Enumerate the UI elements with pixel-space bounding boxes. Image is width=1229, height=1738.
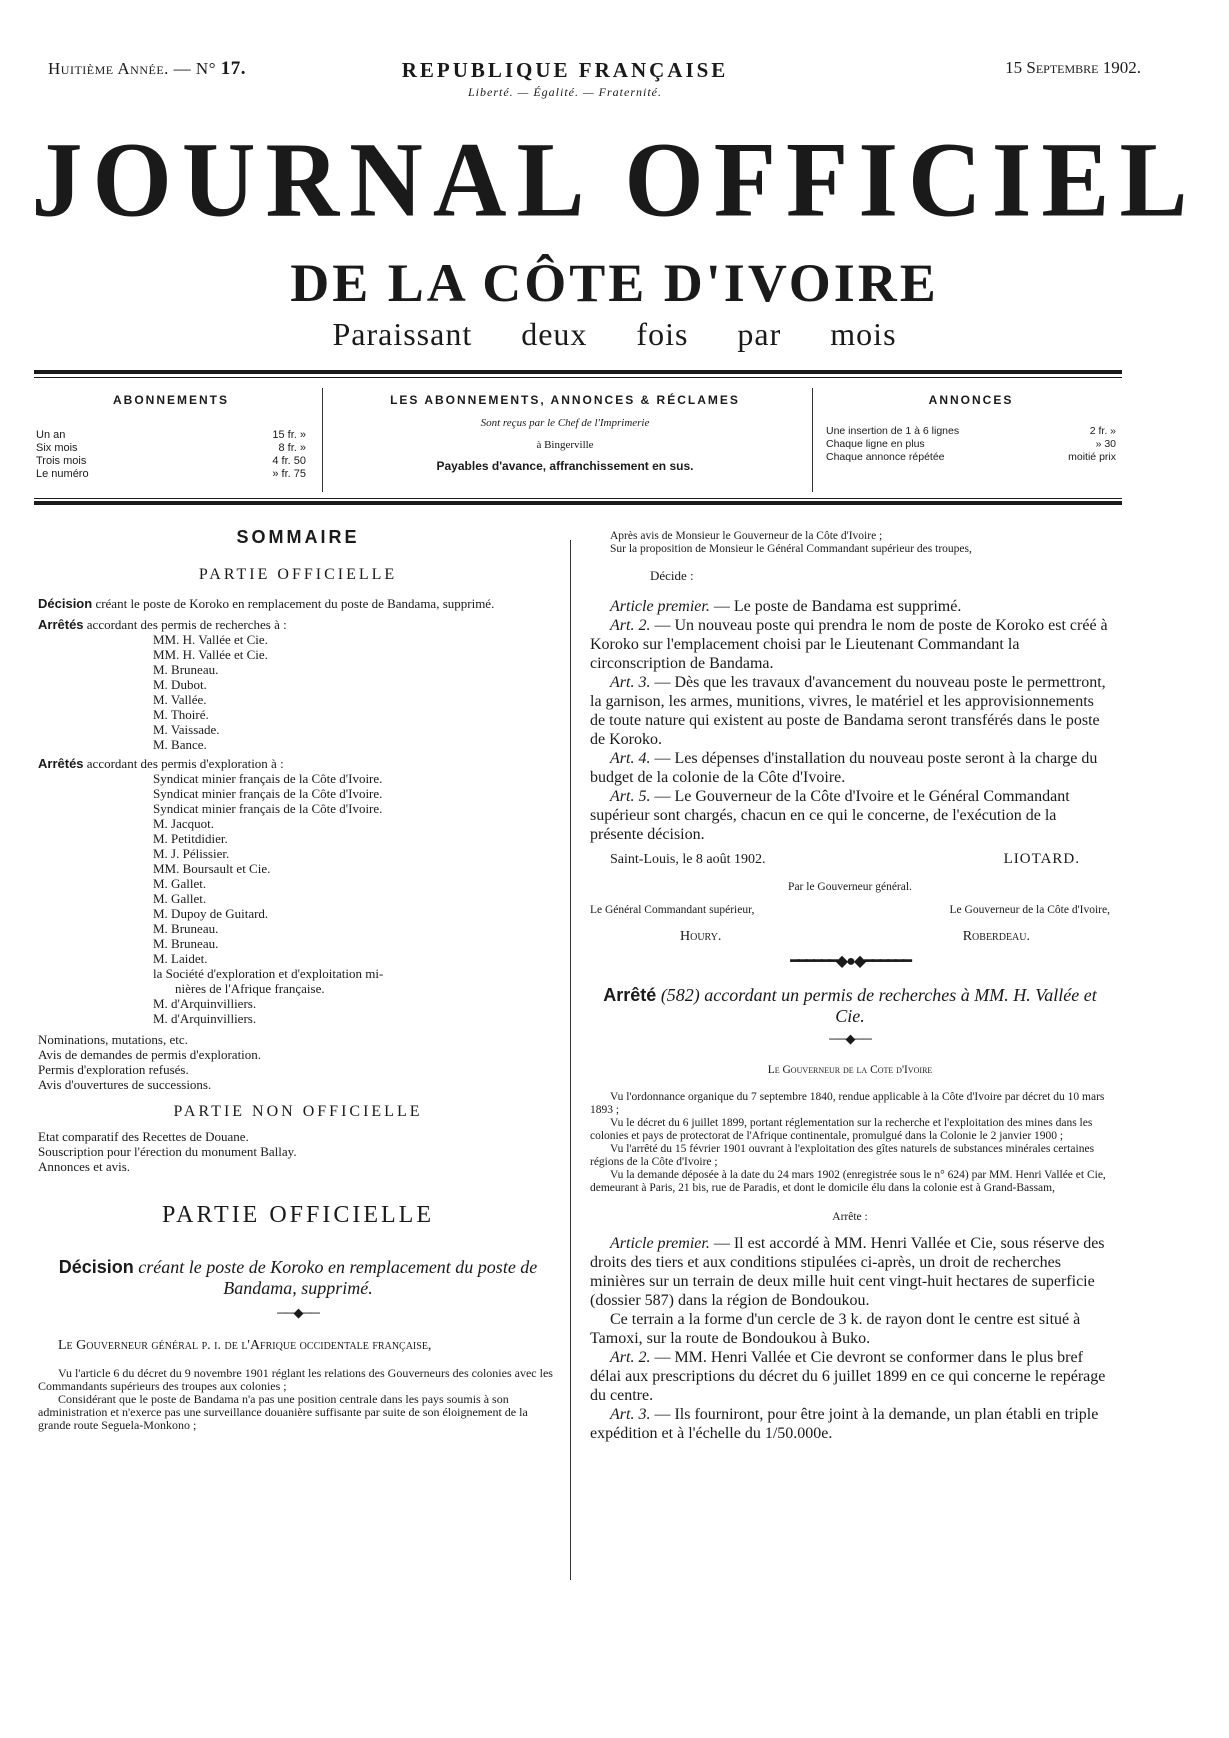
list-item: M. Petitdidier.: [153, 831, 228, 846]
list-item: la Société d'exploration et d'exploitation mi-: [153, 966, 384, 981]
list-item: M. Vallée.: [153, 692, 207, 707]
vu-ordonnance: Vu l'ordonnance organique du 7 septembre 1840, rendue applicable à la Côte d'Ivoire par décret du 10 mars 1893 ;: [590, 1091, 1105, 1116]
arrete-article-2: Art. 2. — MM. Henri Vallée et Cie devront se conformer dans le plus bref délai aux prescriptions du décret du 6 juillet 1899 en ce qui concerne le repérage du centre.: [590, 1349, 1106, 1404]
center-box-line1: Sont reçus par le Chef de l'Imprimerie: [480, 417, 650, 429]
vu-demande: Vu la demande déposée à la date du 24 mars 1902 (enregistrée sous le n° 624) par MM. Henri Vallée et Cie, demeurant à Paris, 21 bis, rue de Paradis, et dont le domicile élu dans la colonie est à Grand-Bassam,: [590, 1169, 1106, 1194]
masthead-subtitle: DE LA CÔTE D'IVOIRE: [290, 253, 939, 313]
ornament: ──◆──: [277, 1305, 319, 1320]
signer: LIOTARD.: [1003, 851, 1080, 867]
box-divider: [322, 388, 323, 492]
arrete-heading: Arrêté (582) accordant un permis de recherches à MM. H. Vallée et Cie.: [603, 985, 1097, 1026]
sub-row: Six mois 8 fr. »: [36, 442, 306, 454]
list-item: M. d'Arquinvilliers.: [153, 996, 257, 1011]
countersign-titles: [590, 904, 1110, 917]
list-item: M. Dubot.: [153, 677, 207, 692]
year-issue: Huitième Année. — N°: [48, 59, 217, 78]
box-divider: [812, 388, 813, 492]
list-item: M. d'Arquinvilliers.: [153, 1011, 257, 1026]
ads-heading: ANNONCES: [928, 393, 1014, 407]
sommaire-decision: Décision créant le poste de Koroko en remplacement du poste de Bandama, supprimé.: [38, 596, 495, 611]
vu-decret: Vu l'article 6 du décret du 9 novembre 1901 réglant les relations des Gouverneurs des colonies avec les Commandants supérieurs des troupes aux colonies ;: [38, 1366, 553, 1393]
subscriptions-box: [36, 385, 306, 495]
partie-officielle-title: PARTIE OFFICIELLE: [161, 1202, 434, 1228]
sub-row: Trois mois 4 fr. 50: [36, 455, 306, 467]
top-rule: [34, 370, 1122, 374]
arrete-article-1: Article premier. — Il est accordé à MM. Henri Vallée et Cie, sous réserve des droits des tiers et aux conditions stipulées ci-après, un droit de recherches minières sur un terrain de deux mille huit cent vingt-huit hectares de superficie (dossier 587) dans la région de Bondoukou.: [590, 1235, 1105, 1309]
motto: Liberté. — Égalité. — Fraternité.: [468, 85, 662, 99]
par-le-gouverneur: Par le Gouverneur général.: [788, 881, 912, 893]
article-2: Art. 2. — Un nouveau poste qui prendra le nom de poste de Koroko est créé à Koroko sur l'emplacement choisi par le Lieutenant Commandant la circonscription de Bandama.: [590, 617, 1108, 672]
list-item: M. Bruneau.: [153, 921, 219, 936]
ad-row: Chaque annonce répétée moitié prix: [826, 451, 1116, 463]
gov-line: Le Gouverneur général p. i. de l'Afrique occidentale française,: [58, 1338, 432, 1353]
gov-cote: Le Gouverneur de la Cote d'Ivoire: [767, 1064, 933, 1076]
sommaire-partie-non-officielle: PARTIE NON OFFICIELLE: [173, 1103, 423, 1120]
issue-info: [48, 58, 246, 80]
list-item: Annonces et avis.: [38, 1159, 131, 1174]
center-box-heading: LES ABONNEMENTS, ANNONCES & RÉCLAMES: [390, 393, 740, 407]
sommaire-arretes-recherches: Arrêtés accordant des permis de recherches à :: [38, 617, 287, 632]
list-item: M. Thoiré.: [153, 707, 209, 722]
sub-row: Le numéro » fr. 75: [36, 468, 306, 480]
center-box-line2: à Bingerville: [536, 439, 594, 451]
sommaire-others: [38, 1032, 558, 1092]
sommaire-non-off-list: [38, 1129, 558, 1174]
arrete-article-1b: Ce terrain a la forme d'un cercle de 3 k. de rayon dont le centre est situé à Tamoxi, sur la route de Bondoukou à Buko.: [590, 1311, 1081, 1347]
left-column: [38, 527, 558, 1432]
bottom-rule: [34, 501, 1122, 505]
issue-number: 17.: [220, 58, 247, 79]
arrete-article-3: Art. 3. — Ils fourniront, pour être joint à la demande, un plan établi en triple expédition et à l'échelle du 1/50.000e.: [590, 1406, 1099, 1442]
sommaire-exploration-list: [38, 771, 558, 1026]
column-divider: [570, 540, 571, 1580]
sommaire-title: SOMMAIRE: [236, 527, 360, 547]
list-item: M. Gallet.: [153, 891, 207, 906]
list-item: M. Laidet.: [153, 951, 208, 966]
center-box-line3: Payables d'avance, affranchissement en sus.: [436, 459, 694, 473]
list-item: Syndicat minier français de la Côte d'Ivoire.: [153, 771, 383, 786]
sommaire-arretes-exploration: Arrêtés accordant des permis d'exploration à :: [38, 756, 284, 771]
issue-date: 15 Septembre 1902.: [1005, 58, 1141, 77]
countersign-names: [590, 929, 1110, 944]
place-date: Saint-Louis, le 8 août 1902.: [610, 852, 766, 867]
list-item: Nominations, mutations, etc.: [38, 1032, 188, 1047]
masthead-frequency: Paraissant deux fois par mois: [332, 316, 897, 352]
list-item: M. Bruneau.: [153, 936, 219, 951]
sig-left: Houry.: [680, 929, 722, 944]
decide: Décide :: [650, 568, 694, 583]
sig-right-title: Le Gouverneur de la Côte d'Ivoire,: [949, 904, 1110, 916]
sommaire-partie-officielle: PARTIE OFFICIELLE: [198, 566, 398, 583]
avis-gouverneur: Après avis de Monsieur le Gouverneur de la Côte d'Ivoire ;: [610, 530, 883, 542]
list-item: Permis d'exploration refusés.: [38, 1062, 189, 1077]
center-box: [330, 385, 800, 495]
sig-right: Roberdeau.: [962, 929, 1030, 944]
sub-row: Un an 15 fr. »: [36, 429, 306, 441]
ads-box: [826, 385, 1116, 495]
sig-left-title: Le Général Commandant supérieur,: [590, 904, 755, 916]
list-item: Etat comparatif des Recettes de Douane.: [38, 1129, 249, 1144]
list-item: MM. Boursault et Cie.: [153, 861, 271, 876]
list-item: Syndicat minier français de la Côte d'Ivoire.: [153, 801, 383, 816]
article-1: Article premier. — Le poste de Bandama est supprimé.: [610, 598, 962, 615]
vu-arrete-1901: Vu l'arrêté du 15 février 1901 ouvrant à l'exploitation des gîtes naturels de substances minérales certaines régions de la Côte d'Ivoire ;: [590, 1143, 1095, 1168]
article-4: Art. 4. — Les dépenses d'installation du nouveau poste seront à la charge du budget de la colonie de la Côte d'Ivoire.: [590, 750, 1098, 786]
masthead-title: JOURNAL OFFICIEL: [31, 121, 1198, 240]
list-item: M. Gallet.: [153, 876, 207, 891]
right-column: [590, 530, 1110, 1443]
list-item: MM. H. Vallée et Cie.: [153, 647, 268, 662]
list-item: nières de l'Afrique française.: [175, 981, 325, 996]
top-rule-thin: [34, 377, 1122, 378]
list-item: M. Bance.: [153, 737, 207, 752]
list-item: M. Vaissade.: [153, 722, 220, 737]
article-5: Art. 5. — Le Gouverneur de la Côte d'Ivoire et le Général Commandant supérieur sont chargés, chacun en ce qui le concerne, de l'exécution de la présente décision.: [590, 788, 1070, 843]
ornament-divider: ━━━━━━◆●◆━━━━━━: [790, 953, 910, 970]
arrete-label: Arrête :: [832, 1211, 868, 1223]
sommaire-recherches-list: [38, 632, 558, 752]
list-item: M. Dupoy de Guitard.: [153, 906, 269, 921]
considerant: Considérant que le poste de Bandama n'a pas une position centrale dans les pays soumis à son administration et n'exerce pas une surveillance douanière suffisante par suite de son éloignement de la grande route Seguela-Monkono ;: [38, 1392, 528, 1432]
decision-heading: Décision créant le poste de Koroko en remplacement du poste de Bandama, supprimé.: [58, 1257, 538, 1298]
article-3: Art. 3. — Dès que les travaux d'avancement du nouveau poste le permettront, la garnison, les armes, munitions, vivres, le matériel et les approvisionnements de toute nature qui existent au poste de Bandama seront transférés dans le poste de Koroko.: [590, 674, 1106, 748]
proposition-general: Sur la proposition de Monsieur le Général Commandant supérieur des troupes,: [610, 543, 972, 555]
list-item: Souscription pour l'érection du monument Ballay.: [38, 1144, 297, 1159]
subscriptions-heading: ABONNEMENTS: [112, 393, 229, 407]
ad-row: Chaque ligne en plus » 30: [826, 438, 1116, 450]
list-item: M. Bruneau.: [153, 662, 219, 677]
list-item: M. J. Pélissier.: [153, 846, 230, 861]
vu-decret-1899: Vu le décret du 6 juillet 1899, portant réglementation sur la recherche et l'exploitation des mines dans les colonies et pays de protectorat de l'Afrique continentale, promulgué dans la Colonie le 2 janvier 1900 ;: [590, 1117, 1093, 1142]
signature-row: [590, 852, 1110, 867]
list-item: Syndicat minier français de la Côte d'Ivoire.: [153, 786, 383, 801]
republic-title: REPUBLIQUE FRANÇAISE: [401, 58, 729, 82]
list-item: M. Jacquot.: [153, 816, 215, 831]
bottom-rule-thin: [34, 498, 1122, 499]
ornament: ──◆──: [829, 1031, 871, 1046]
list-item: Avis d'ouvertures de successions.: [38, 1077, 212, 1092]
ad-row: Une insertion de 1 à 6 lignes 2 fr. »: [826, 425, 1116, 437]
list-item: Avis de demandes de permis d'exploration.: [38, 1047, 262, 1062]
list-item: MM. H. Vallée et Cie.: [153, 632, 268, 647]
republic-block: [395, 58, 735, 100]
